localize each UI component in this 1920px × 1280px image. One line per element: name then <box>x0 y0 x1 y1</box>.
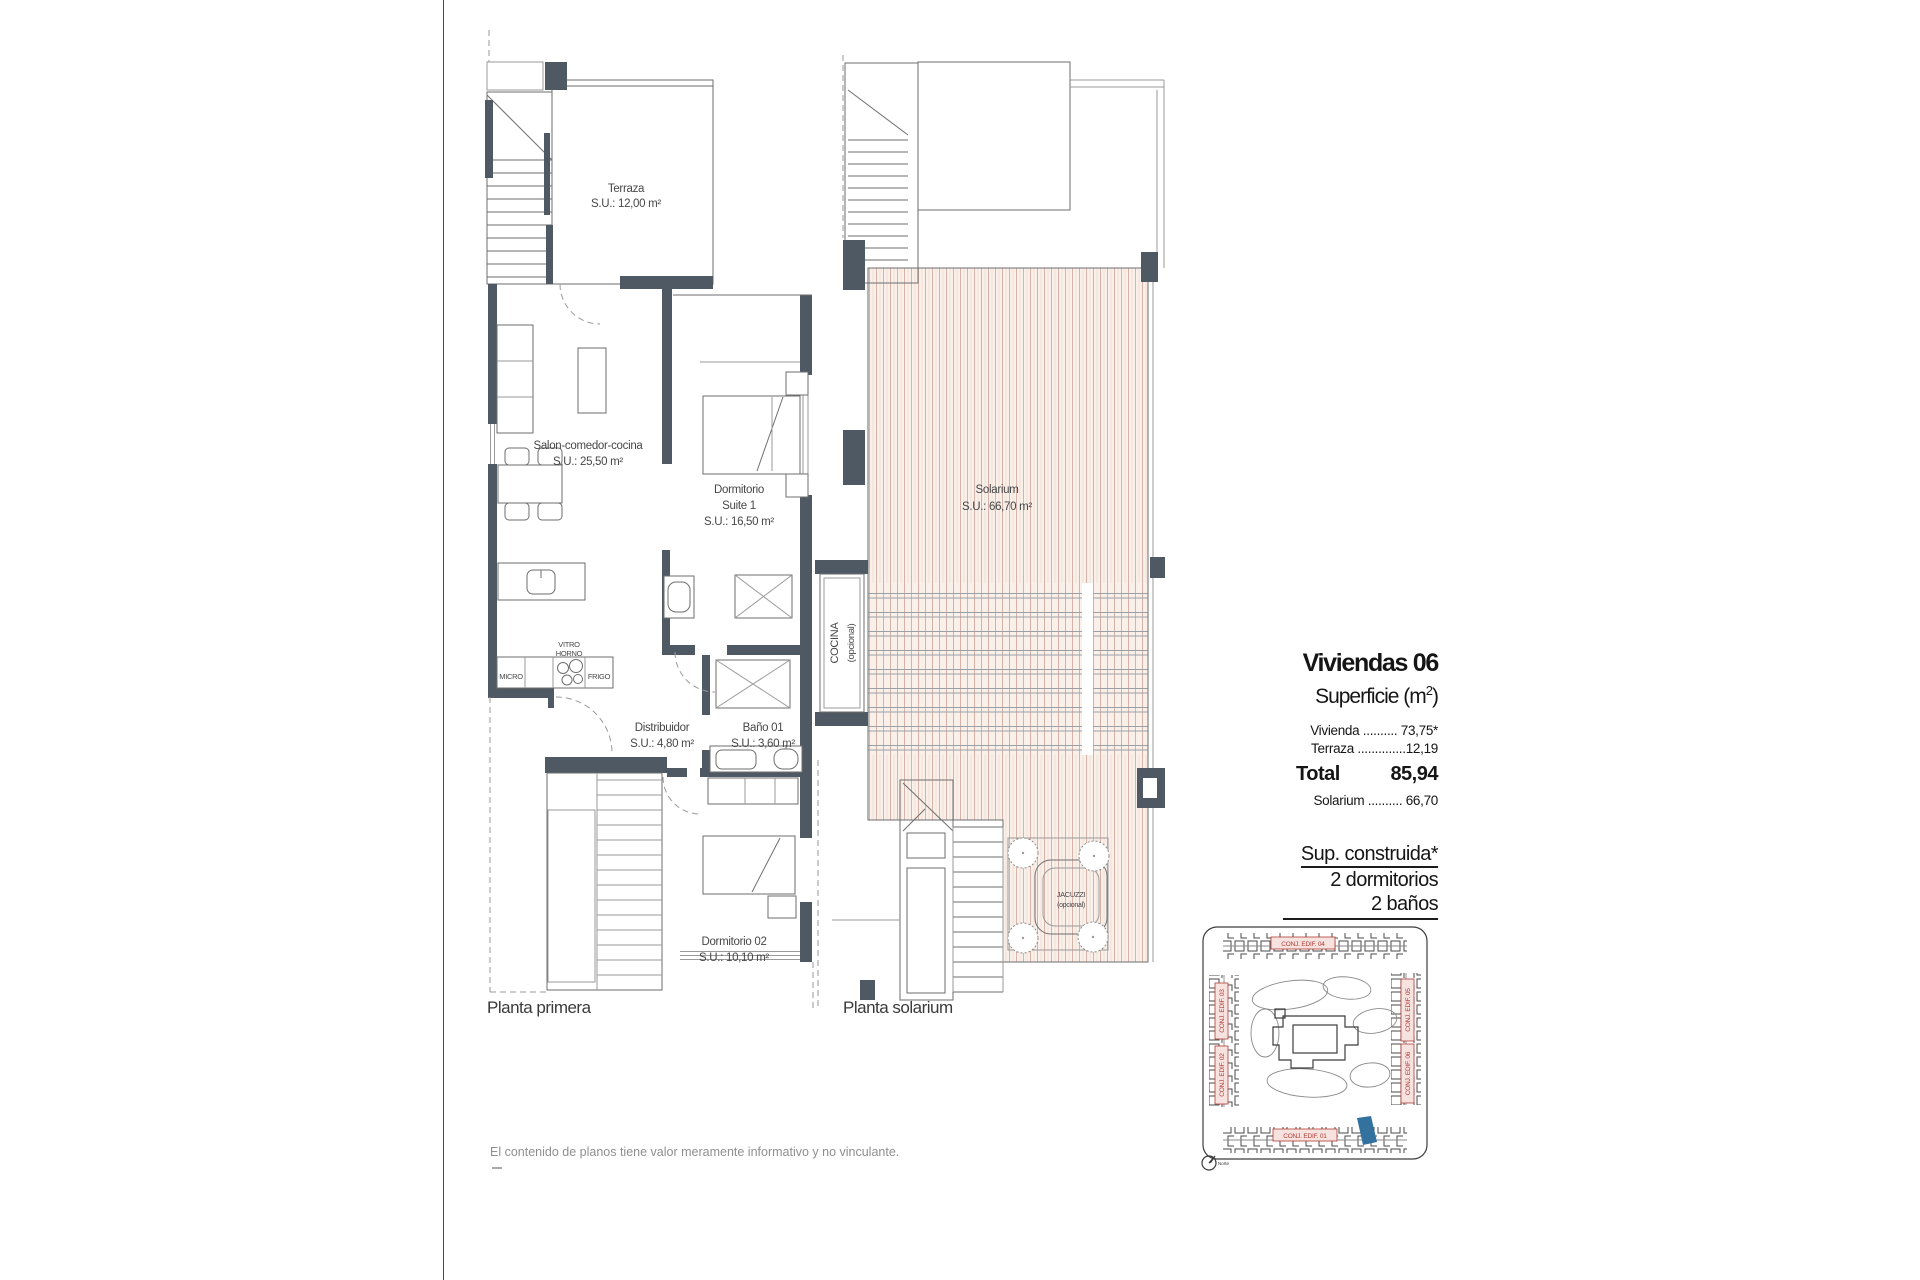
legend-total-row <box>1296 761 1438 787</box>
bano-label: Baño 01 <box>742 722 784 734</box>
legend-subtitle-pre: Superficie (m <box>1315 685 1426 708</box>
edif06-label: CONJ. EDIF. 06 <box>1405 1051 1412 1096</box>
horno-label: HORNO <box>555 649 583 658</box>
bano01-fixtures <box>710 660 802 772</box>
solarium-label: Solarium <box>975 484 1019 496</box>
legend-features <box>1283 842 1438 920</box>
disclaimer-text: El contenido de planos tiene valor meramente informativo y no vinculante. <box>490 1145 900 1159</box>
edif02-label: CONJ. EDIF. 02 <box>1219 1053 1226 1097</box>
distribuidor-area-label: S.U.: 4,80 m² <box>630 738 694 750</box>
north-label: Norte <box>1218 1161 1230 1166</box>
edif04-label: CONJ. EDIF. 04 <box>1281 941 1325 948</box>
site-plan-map <box>1195 913 1435 1177</box>
cocina-label: COCINA <box>829 622 841 664</box>
dorm2-area-label: S.U.: 10,10 m² <box>699 952 769 964</box>
planter-top <box>487 62 543 90</box>
legend-row-vivienda: Vivienda .......... 73,75* <box>1310 723 1438 738</box>
sheet-border-line <box>443 0 444 1280</box>
edif03-label: CONJ. EDIF. 03 <box>1219 989 1226 1033</box>
distribuidor-label: Distribuidor <box>634 722 690 734</box>
dormitorio02-furniture <box>703 778 798 918</box>
suite-area-label: S.U.: 16,50 m² <box>704 516 774 528</box>
edif01-label: CONJ. EDIF. 01 <box>1283 1133 1327 1140</box>
salon-label: Salon-comedor-cocina <box>533 440 643 452</box>
legend-subtitle <box>1230 678 1438 710</box>
caption-planta-primera: Planta primera <box>487 998 591 1017</box>
suite-label-1: Dormitorio <box>713 484 765 496</box>
legend-banos: 2 baños <box>1371 893 1438 915</box>
caption-planta-solarium: Planta solarium <box>843 998 953 1017</box>
legend-row-terraza: Terraza ..............12,19 <box>1311 741 1438 756</box>
legend-row-solarium: Solarium .......... 66,70 <box>1313 793 1438 808</box>
terraza-area <box>552 80 713 284</box>
planta-primera-drawing <box>470 30 830 1020</box>
surface-legend <box>1230 640 1438 920</box>
cocina-opcional-box <box>820 574 864 712</box>
legend-subtitle-post: ) <box>1432 685 1438 708</box>
legend-dormitorios: 2 dormitorios <box>1330 869 1438 891</box>
site-labels <box>1215 937 1414 1141</box>
central-building <box>1273 1009 1358 1068</box>
cocina-note-label: (opcional) <box>846 623 857 663</box>
jacuzzi-label: JACUZZI <box>1056 890 1086 899</box>
north-arrow-icon <box>1202 1156 1230 1170</box>
upper-terrace-outline <box>918 62 1164 268</box>
jacuzzi-note-label: (opcional) <box>1057 902 1085 909</box>
bano-area-label: S.U.: 3,60 m² <box>731 738 795 750</box>
building-bands <box>1209 933 1421 1153</box>
legend-title: Viviendas 06 <box>1302 649 1438 677</box>
salon-area-label: S.U.: 25,50 m² <box>553 456 623 468</box>
legend-construida: Sup. construida* <box>1301 842 1438 868</box>
dorm2-label: Dormitorio 02 <box>701 936 767 948</box>
terraza-area-label: S.U.: 12,00 m² <box>591 198 661 210</box>
frigo-label: FRIGO <box>587 672 611 681</box>
suite-label-2: Suite 1 <box>722 500 756 512</box>
stairwell-bottom <box>547 773 662 990</box>
legend-subtitle-sup: 2 <box>1425 683 1432 698</box>
solarium-area-label: S.U.: 66,70 m² <box>962 501 1032 513</box>
planta-solarium-drawing <box>815 40 1180 1030</box>
vitro-label: VITRO <box>558 640 580 649</box>
micro-label: MICRO <box>499 672 523 681</box>
legend-total-label: Total <box>1296 763 1340 785</box>
stairs-top <box>487 92 552 284</box>
terraza-label: Terraza <box>607 183 645 195</box>
legend-total-value: 85,94 <box>1390 763 1438 785</box>
disclaimer-dash <box>492 1167 502 1169</box>
walls <box>485 62 812 962</box>
edif05-label: CONJ. EDIF. 05 <box>1405 988 1412 1032</box>
